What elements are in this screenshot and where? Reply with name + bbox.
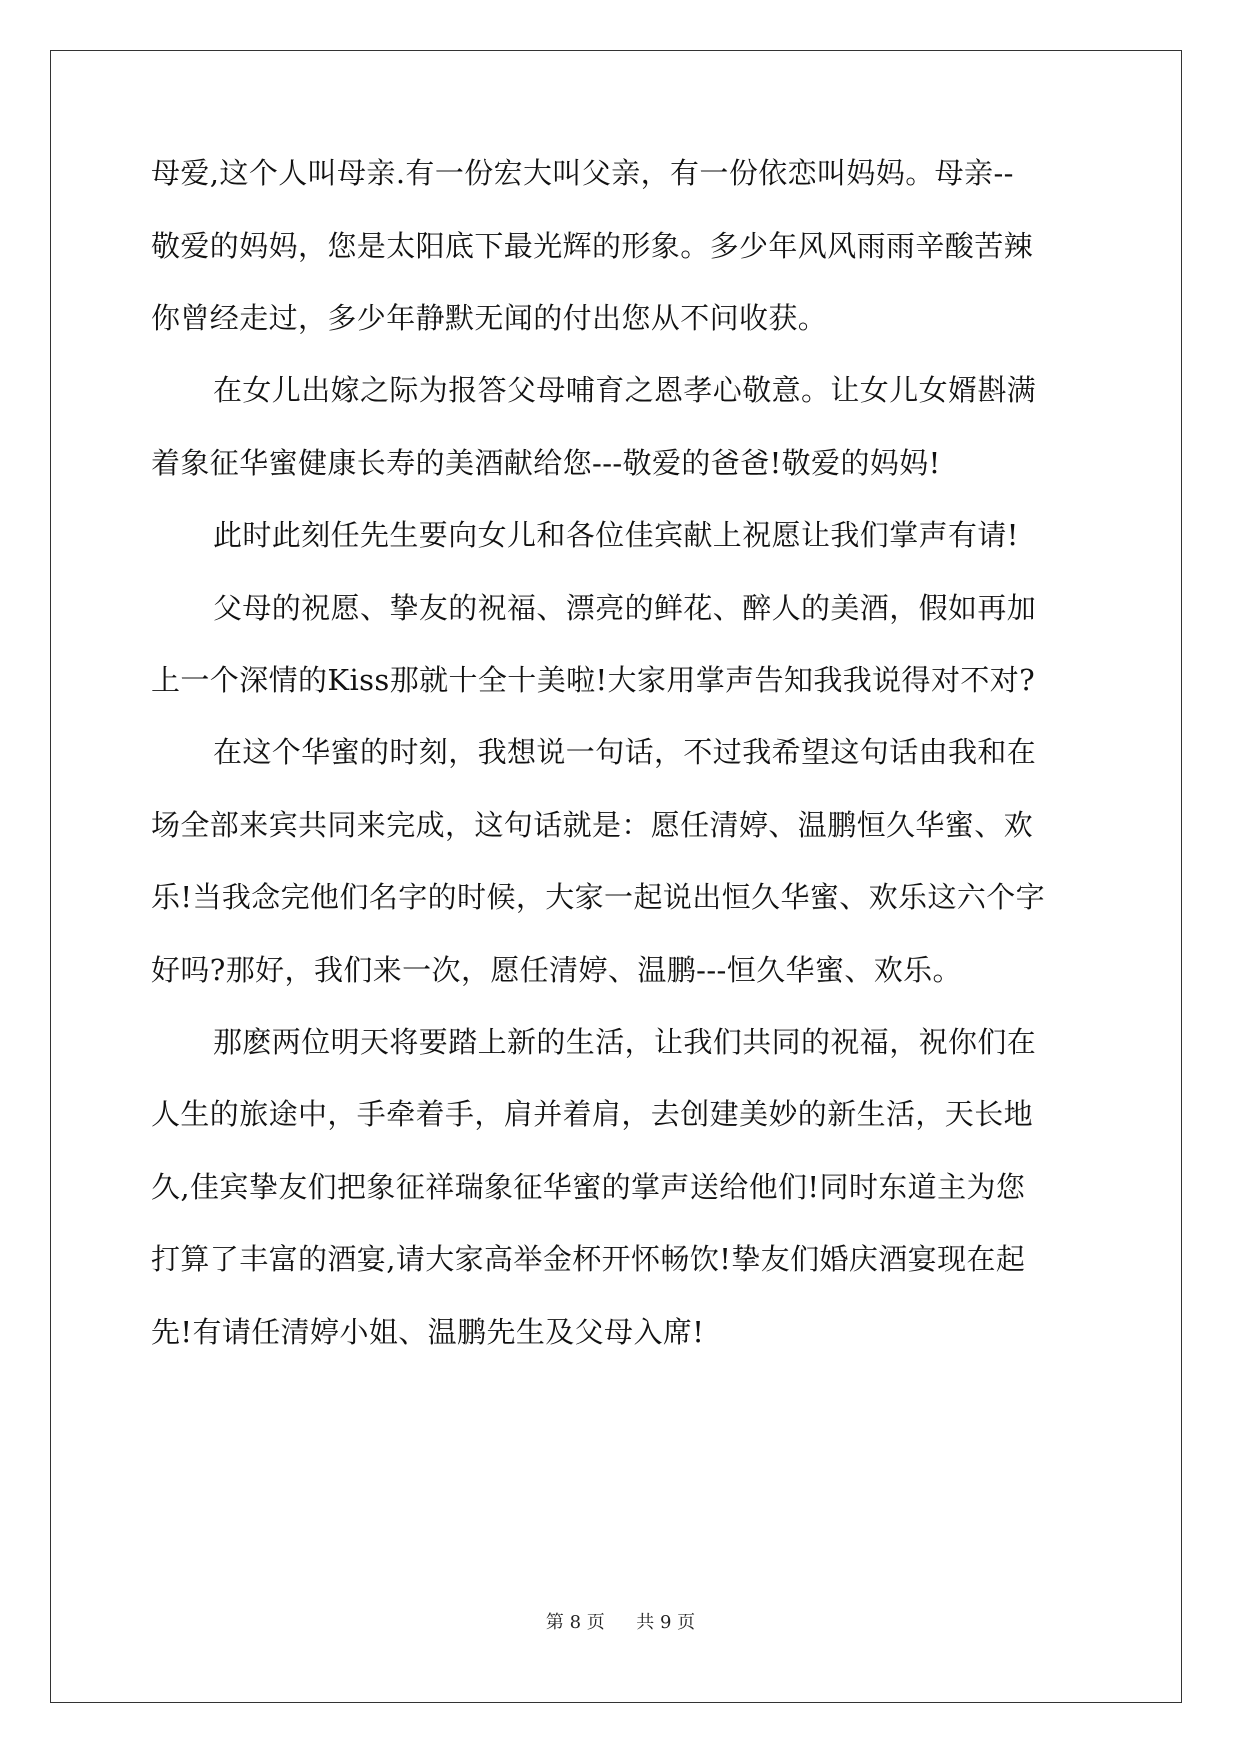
body-line-16: 打算了丰富的酒宴,请大家高举金杯开怀畅饮!挚友们婚庆酒宴现在起 bbox=[151, 1242, 1026, 1276]
body-line-2: 敬爱的妈妈，您是太阳底下最光辉的形象。多少年风风雨雨辛酸苦辣 bbox=[151, 229, 1034, 263]
body-line-10: 场全部来宾共同来完成，这句话就是：愿任清婷、温鹏恒久华蜜、欢 bbox=[151, 808, 1034, 842]
body-line-11: 乐!当我念完他们名字的时候，大家一起说出恒久华蜜、欢乐这六个字 bbox=[151, 880, 1046, 914]
body-line-6: 此时此刻任先生要向女儿和各位佳宾献上祝愿让我们掌声有请! bbox=[213, 518, 1019, 552]
body-line-4: 在女儿出嫁之际为报答父母哺育之恩孝心敬意。让女儿女婿斟满 bbox=[213, 373, 1037, 407]
body-line-12: 好吗?那好，我们来一次，愿任清婷、温鹏---恒久华蜜、欢乐。 bbox=[151, 953, 962, 987]
page-total: 共 9 页 bbox=[636, 1612, 696, 1633]
body-line-8: 上一个深情的Kiss那就十全十美啦!大家用掌声告知我我说得对不对? bbox=[151, 663, 1036, 697]
body-line-14: 人生的旅途中，手牵着手，肩并着肩，去创建美妙的新生活，天长地 bbox=[151, 1097, 1034, 1131]
page-footer bbox=[0, 1611, 1241, 1635]
body-line-1: 母爱,这个人叫母亲.有一份宏大叫父亲，有一份依恋叫妈妈。母亲-- bbox=[151, 156, 1014, 190]
body-line-9: 在这个华蜜的时刻，我想说一句话，不过我希望这句话由我和在 bbox=[213, 735, 1037, 769]
body-line-5: 着象征华蜜健康长寿的美酒献给您---敬爱的爸爸!敬爱的妈妈! bbox=[151, 446, 941, 480]
body-line-15: 久,佳宾挚友们把象征祥瑞象征华蜜的掌声送给他们!同时东道主为您 bbox=[151, 1170, 1026, 1204]
body-line-7: 父母的祝愿、挚友的祝福、漂亮的鲜花、醉人的美酒，假如再加 bbox=[213, 591, 1037, 625]
body-line-17: 先!有请任清婷小姐、温鹏先生及父母入席! bbox=[151, 1315, 705, 1349]
body-line-13: 那麽两位明天将要踏上新的生活，让我们共同的祝福，祝你们在 bbox=[213, 1025, 1037, 1059]
body-line-3: 你曾经走过，多少年静默无闻的付出您从不问收获。 bbox=[151, 301, 828, 335]
page-number: 第 8 页 bbox=[545, 1612, 605, 1633]
